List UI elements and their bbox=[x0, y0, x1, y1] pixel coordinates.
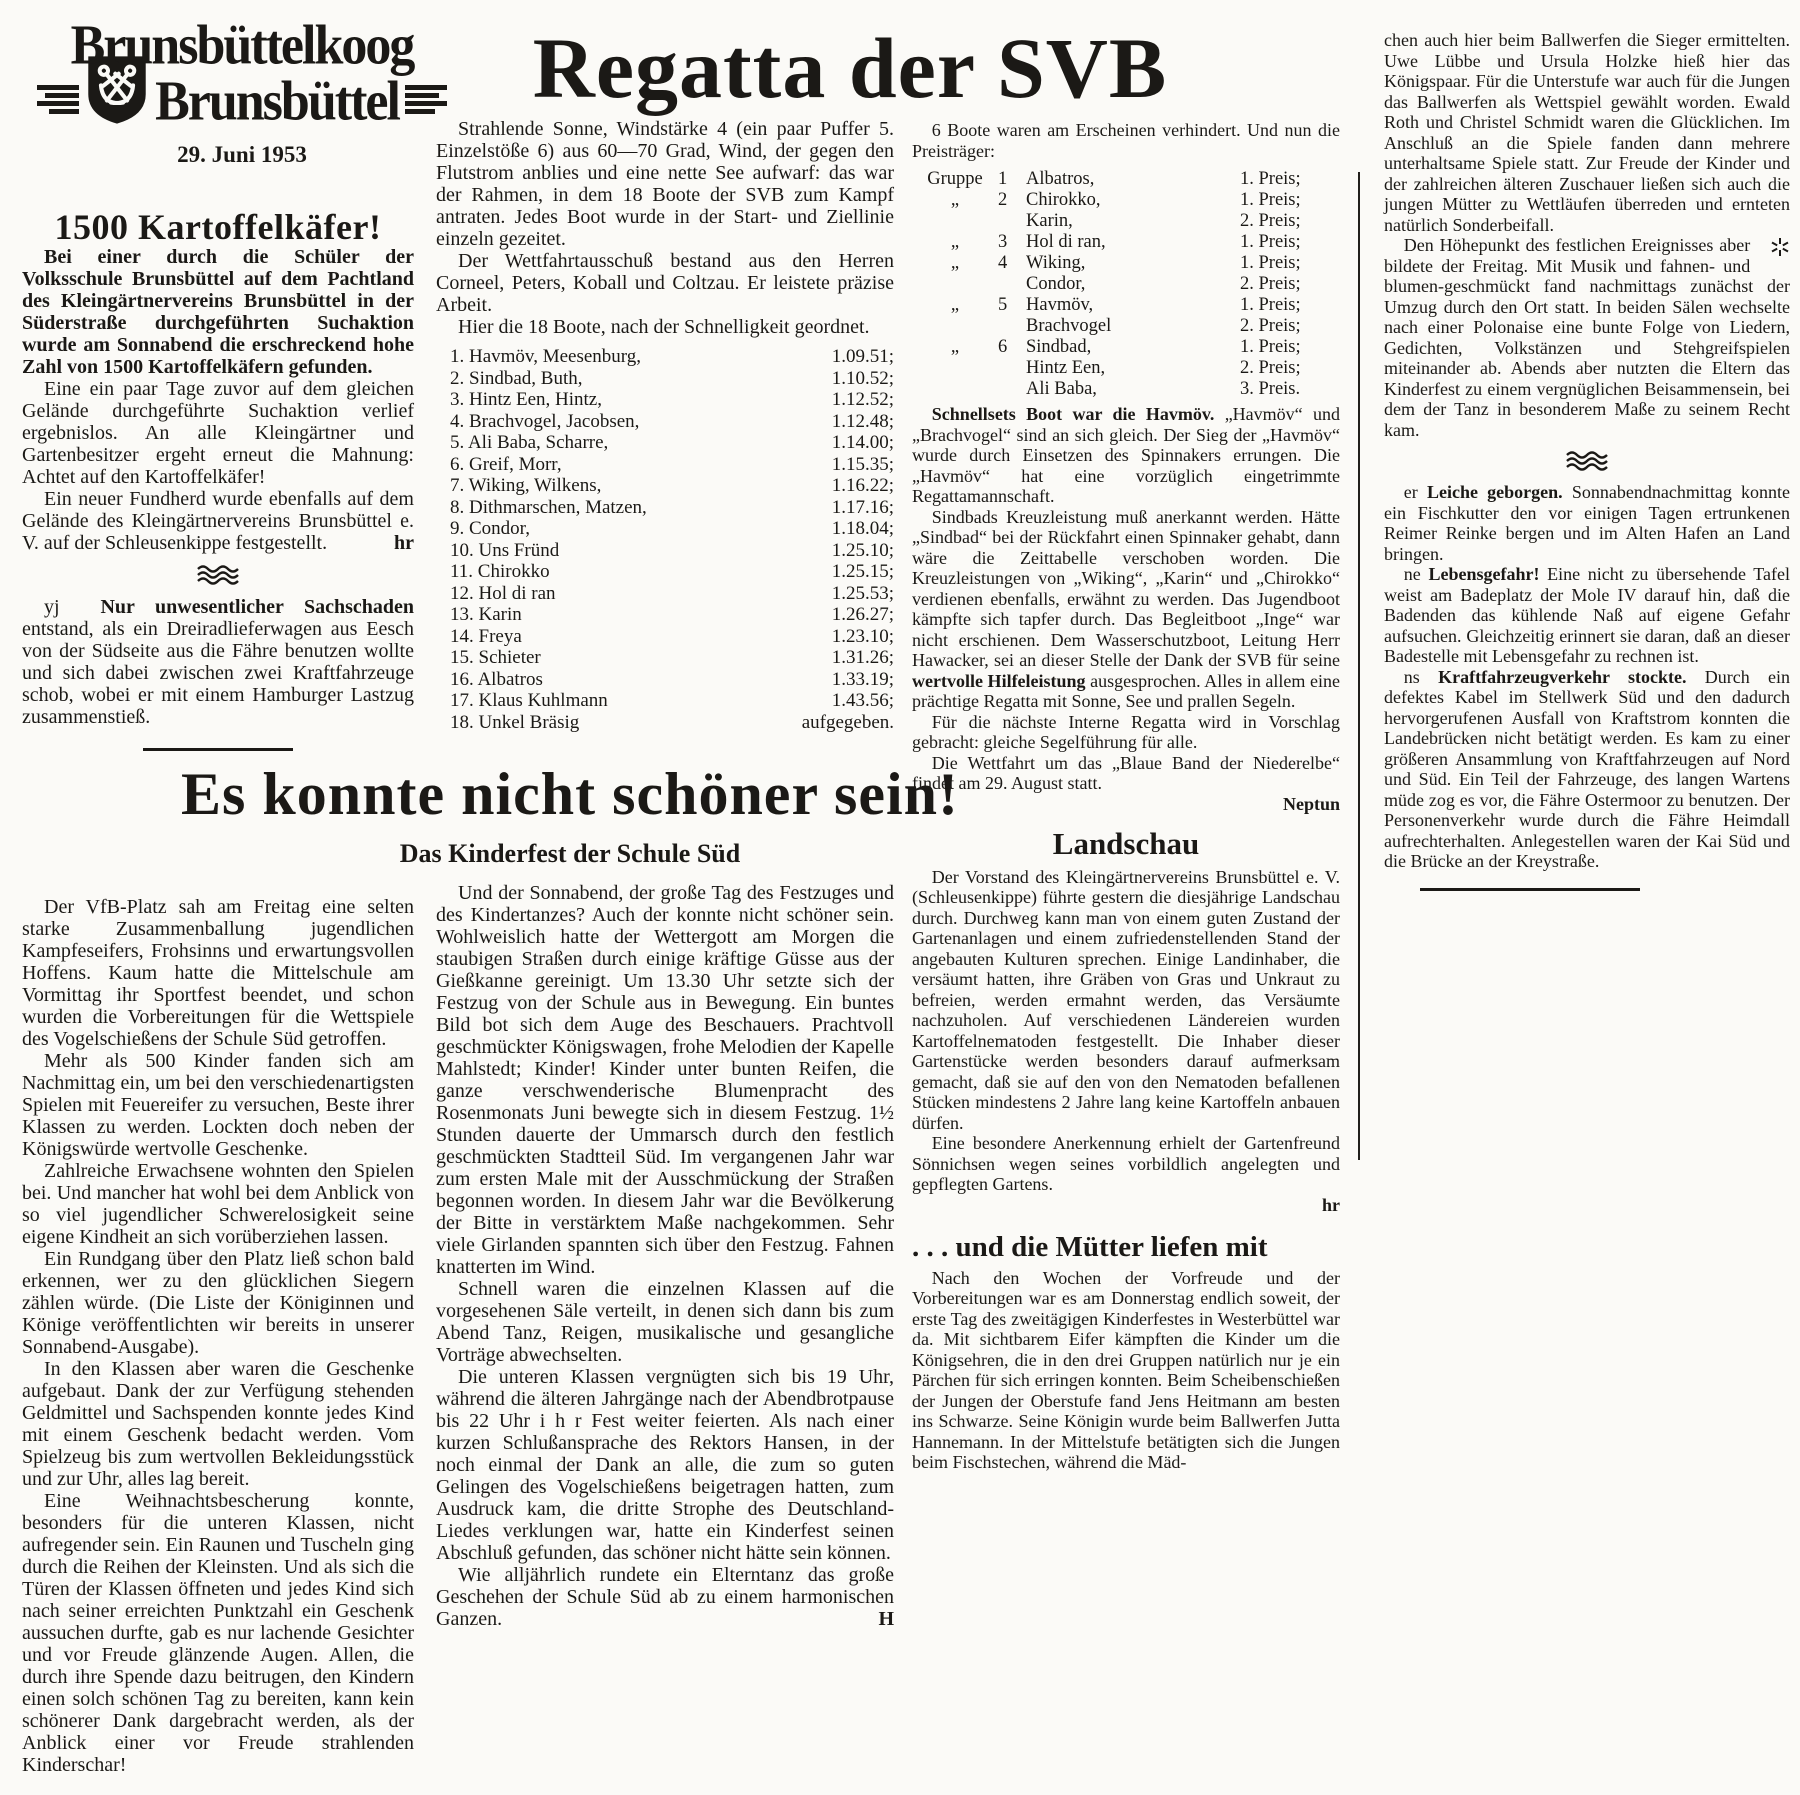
kartoffel-lead: Bei einer durch die Schüler der Volksschule Brunsbüttel auf dem Pachtland des Kleingärtnervereins Brunsbüttel in der Süderstraße durchgeführten Suchaktion wurde am Sonnabend die erschreckend hohe Zahl von 1500 Kartoffelkäfern gefunden. bbox=[22, 246, 414, 378]
kinderfest-para: Und der Sonnabend, der große Tag des Festzuges und des Kindertanzes? Auch der konnte nicht schöner sein. Wohlweislich hatte der Wettergott am Morgen die staubigen Straßen durch einige kräftige Güsse aus der Gießkanne gereinigt. Um 13.30 Uhr setzte sich der Festzug von der Schule aus in Bewegung. Ein buntes Bild bot sich dem Auge des Beschauers. Prachtvoll geschmückter Königswagen, frohe Melodien der Kapelle Mahlstedt; Kinder! Kinder unter bunten Reifen, die ganze verschwenderische Blumenpracht des Rosenmonats Juni bewegte sich in diesem Festzug. 1½ Stunden dauerte der Ummarsch durch den festlich geschmückten Stadtteil Süd. Im vergangenen Jahr war zum ersten Male mit der Ausschmückung der Straßen begonnen worden. In diesem Jahr war die Bevölkerung der Bitte in verstärktem Maße nachgekommen. Sehr viele Girlanden spannten sich über den Festzug. Fahnen knatterten im Wind. bbox=[436, 882, 894, 1278]
masthead-title-line1: Brunsbüttelkoog bbox=[70, 14, 414, 77]
sindbad-text-bold: wertvolle Hilfeleistung bbox=[912, 670, 1086, 691]
prize-group-number: 3 bbox=[998, 232, 1008, 252]
prize-rank: 1. Preis; bbox=[1240, 253, 1301, 273]
regatta-para: Hier die 18 Boote, nach der Schnelligkeit geordnet. bbox=[458, 316, 870, 338]
prize-row bbox=[912, 337, 1340, 358]
kinderfest-subhead: Das Kinderfest der Schule Süd bbox=[399, 839, 741, 868]
prize-rank: 1. Preis; bbox=[1240, 337, 1301, 357]
prize-group: „ bbox=[950, 253, 960, 273]
muetter-para: Nach den Wochen der Vorfreude und der Vorbereitungen war es am Donnerstag endlich soweit, der erste Tag des zweitägigen Kinderfestes in Westerbüttel war da. Mit sichtbarem Eifer kämpften die Kinder um die Königsehren, die in den drei Gruppen natürlich nur je ein Pärchen für sich erringen konnten. Beim Scheibenschießen der Jungen der Oberstufe fand Jens Heitmann am besten ins Schwarze. Seine Königin wurde beim Ballwerfen Jutta Hannemann. In der Mittelstufe betätigten sich die Jungen beim Fischstechen, während die Mäd- bbox=[912, 1267, 1340, 1472]
prize-group: Gruppe bbox=[927, 169, 983, 189]
prize-boat-name: Havmöv, bbox=[1026, 295, 1094, 315]
hoehepunkt-text: Den Höhepunkt des festlichen Ereignisses aber bildete der Freitag. Mit Musik und fahnen- und blumen-geschmückt fand nachmittags zunächst der Umzug durch den Ort statt. In beiden Sälen wechselte nach einer Polonaise eine bunte Folge von Liedern, Gedichten, Volkstänzen und Stehgreifspielen miteinander ab. Abends aber nutzten die Eltern das Kinderfest zu einem vergnüglichen Beisammensein, bei dem der Tanz in besonderem Maße zu seinem Recht kam. bbox=[1384, 235, 1790, 440]
masthead bbox=[46, 16, 438, 168]
brief-text: Durch ein defektes Kabel im Stellwerk Süd und den dadurch hervorgerufenen Ausfall von Kraftstrom konnten die Landebrücken nicht betätigt werden. Es kam zu einer größeren Ansammlung von Kraftfahrzeugen auf Nord und Süd. Ein Teil der Fahrzeuge, des langen Wartens müde zog es vor, die Fähre Ostermoor zu benutzen. Der Personenverkehr wurde durch die Fähre Heimdall aufrechterhalten. Anlegestellen waren der Kai Süd und die Brücke an der Kreystraße. bbox=[1384, 666, 1790, 871]
brief-prefix: ns bbox=[1403, 666, 1420, 687]
prize-boat-name: Wiking, bbox=[1026, 253, 1086, 273]
brief-lebensgefahr bbox=[1384, 564, 1790, 667]
boat-name: 12. Hol di ran bbox=[450, 582, 556, 604]
brief-leiche bbox=[1384, 482, 1790, 564]
prize-row bbox=[912, 295, 1340, 316]
article-kartoffelkaefer bbox=[22, 206, 414, 767]
regatta-result-row bbox=[450, 389, 894, 411]
regatta-result-row bbox=[450, 669, 894, 691]
regatta-result-row bbox=[450, 518, 894, 540]
prize-rank: 2. Preis; bbox=[1240, 274, 1301, 294]
boat-time: 1.33.19; bbox=[831, 668, 894, 690]
prize-row bbox=[912, 169, 1340, 190]
masthead-title-line2: Brunsbüttel bbox=[155, 70, 399, 133]
kinderfest-para: Eine Weihnachtsbescherung konnte, besonders für die unteren Klassen, nicht aufregender sein. Ein Raunen und Tuscheln ging durch die Reihen der Kleinsten. Und als sich die Türen der Klassen öffneten und jedes Kind sich nach seiner erreichten Punktzahl ein Geschenk aussuchen durfte, gab es nur lachende Gesichter und vor Freude glänzende Augen. Allen, die durch ihre Spende dazu beitrugen, den Kindern einen solch schönen Tag zu bereiten, kann kein schönerer Dank dargebracht werden, als der Anblick einer vor Freude strahlenden Kinderschar! bbox=[22, 1490, 414, 1776]
squiggle-divider-icon bbox=[22, 564, 414, 586]
prize-row bbox=[912, 232, 1340, 253]
author-initials: hr bbox=[394, 532, 414, 554]
regatta-result-row bbox=[450, 561, 894, 583]
boat-name: 17. Klaus Kuhlmann bbox=[450, 690, 608, 711]
kinderfest-para: Schnell waren die einzelnen Klassen auf die vorgesehenen Säle verteilt, in denen sich dann bis zum Abend Tanz, Reigen, musikalische und gesangliche Vorträge abwechselten. bbox=[436, 1278, 894, 1366]
brief-text: Eine nicht zu übersehende Tafel weist am Badeplatz der Mole IV darauf hin, daß die Badenden das kühlende Naß auf eigene Gefahr aufsuchen. Gleichzeitig erinnert sie daran, daß an dieser Badestelle mit Lebensgefahr zu rechnen ist. bbox=[1384, 564, 1791, 666]
prize-rank: 1. Preis; bbox=[1240, 169, 1301, 189]
kartoffel-para: Eine ein paar Tage zuvor auf dem gleichen Gelände durchgeführte Suchaktion verlief ergebnislos. An alle Kleingärtner und Gartenbesitzer ergeht erneut die Mahnung: Achtet auf den Kartoffelkäfer! bbox=[22, 378, 414, 488]
boat-time: 1.17.16; bbox=[831, 496, 894, 518]
brief-prefix: ne bbox=[1403, 564, 1421, 584]
prize-group-number: 6 bbox=[998, 337, 1008, 357]
regatta-prize-list bbox=[912, 169, 1340, 400]
prize-group-number bbox=[998, 274, 1026, 295]
boat-name: 1. Havmöv, Meesenburg, bbox=[450, 346, 642, 367]
boat-name: 14. Freya bbox=[450, 625, 522, 647]
kinderfest-para: Wie alljährlich rundete ein Elterntanz das große Geschehen der Schule Süd ab zu einem harmonischen Ganzen. bbox=[436, 1564, 894, 1630]
boat-name: 13. Karin bbox=[450, 604, 522, 625]
boat-time: aufgegeben. bbox=[801, 711, 894, 733]
sachschaden-text: entstand, als ein Dreiradlieferwagen aus Eesch von der Südseite aus die Fähre benutzen wollte und sich dabei zwischen zwei Kraftfahrzeuge schob, wobei er mit einem Hamburger Lastzug zusammenstieß. bbox=[22, 618, 414, 728]
prize-rank: 1. Preis; bbox=[1240, 295, 1301, 315]
brief-prefix: er bbox=[1403, 482, 1418, 502]
prize-boat-name: Sindbad, bbox=[1026, 337, 1092, 357]
column-3 bbox=[912, 120, 1340, 1473]
brief-text: Sonnabendnachmittag konnte ein Fischkutter den vor einigen Tagen ertrunkenen Reimer Reinke bergen und im Alten Hafen an Land bringen. bbox=[1384, 482, 1790, 564]
regatta-result-row bbox=[450, 411, 894, 433]
boat-name: 18. Unkel Bräsig bbox=[450, 711, 580, 733]
regatta-para bbox=[912, 507, 1340, 712]
regatta-para: Die Wettfahrt um das „Blaue Band der Niederelbe“ findet am 29. August statt. bbox=[912, 752, 1340, 793]
prize-group-number bbox=[998, 316, 1026, 337]
regatta-para: Für die nächste Interne Regatta wird in Vorschlag gebracht: gleiche Segelführung für alle. bbox=[912, 711, 1340, 752]
prize-group-number: 4 bbox=[998, 253, 1008, 273]
prize-group bbox=[912, 211, 998, 232]
sindbad-text-a: Sindbads Kreuzleistung muß anerkannt werden. Hätte „Sindbad“ bei der Rückfahrt einen Spinnaker gehabt, dann wäre die Zeittabelle verschoben worden. Die Kreuzleistungen von „Wiking“, „Karin“ und „Chirokko“ verdienen ebenfalls, erwähnt zu werden. Das Jugendboot kämpfte sich tapfer durch. Das Begleitboot „Inge“ war nicht erschienen. Dem Wasserschutzboot, Leitung Herr Hawacker, sei an dieser Stelle der Dank der SVB für seine bbox=[912, 506, 1340, 670]
regatta-result-row bbox=[450, 583, 894, 605]
prize-rank: 3. Preis. bbox=[1240, 379, 1301, 399]
prize-group bbox=[912, 379, 998, 400]
prize-row bbox=[912, 211, 1340, 232]
boat-name: 15. Schieter bbox=[450, 647, 541, 668]
prize-boat-name: Chirokko, bbox=[1026, 190, 1101, 210]
prize-group: „ bbox=[950, 295, 960, 315]
boat-name: 10. Uns Fründ bbox=[450, 539, 560, 561]
regatta-para: Der Wettfahrtausschuß bestand aus den Herren Corneel, Peters, Koball und Coltzau. Er leistete präzise Arbeit. bbox=[436, 250, 894, 316]
prize-boat-name: Albatros, bbox=[1026, 169, 1095, 189]
boat-time: 1.15.35; bbox=[831, 453, 894, 475]
prize-row bbox=[912, 253, 1340, 274]
boat-time: 1.25.10; bbox=[831, 539, 894, 561]
prize-boat-name: Condor, bbox=[1026, 274, 1086, 294]
boat-time: 1.25.15; bbox=[831, 561, 894, 582]
prize-group: „ bbox=[950, 337, 960, 357]
squiggle-divider-icon bbox=[1384, 450, 1790, 472]
prize-group bbox=[912, 274, 998, 295]
boat-name: 4. Brachvogel, Jacobsen, bbox=[450, 410, 640, 432]
kartoffel-headline: 1500 Kartoffelkäfer! bbox=[54, 207, 382, 247]
boat-time: 1.16.22; bbox=[831, 475, 894, 496]
prize-rank: 1. Preis; bbox=[1240, 232, 1301, 252]
boat-time: 1.12.52; bbox=[831, 389, 894, 410]
article-sachschaden bbox=[22, 596, 414, 728]
landschau-headline: Landschau bbox=[1052, 826, 1200, 861]
star-icon bbox=[1750, 237, 1790, 262]
boat-name: 7. Wiking, Wilkens, bbox=[450, 475, 602, 496]
prize-rank: 2. Preis; bbox=[1240, 316, 1301, 336]
regatta-results-list bbox=[436, 346, 894, 733]
regatta-result-row bbox=[450, 647, 894, 669]
section-divider-rule bbox=[1420, 888, 1640, 891]
prize-row bbox=[912, 379, 1340, 400]
boat-time: 1.09.51; bbox=[831, 346, 894, 367]
brief-verkehr bbox=[1384, 667, 1790, 872]
prize-group: „ bbox=[950, 190, 960, 210]
prize-boat-name: Karin, bbox=[1026, 211, 1073, 231]
prize-boat-name: Hol di ran, bbox=[1026, 232, 1106, 252]
prize-boat-name: Ali Baba, bbox=[1026, 379, 1097, 399]
prize-group-number bbox=[998, 211, 1026, 232]
prize-rank: 1. Preis; bbox=[1240, 190, 1301, 210]
author-initials: H bbox=[878, 1608, 894, 1630]
prize-group-number bbox=[998, 379, 1026, 400]
boat-name: 6. Greif, Morr, bbox=[450, 453, 562, 475]
regatta-result-row bbox=[450, 712, 894, 734]
landschau-para: Der Vorstand des Kleingärtnervereins Brunsbüttel e. V. (Schleusenkippe) führte gestern die diesjährige Landschau durch. Durchweg kann man von einem guten Zustand der Gartenanlagen und einem zufriedenstellenden Stand der angebauten Kulturen sprechen. Einige Landinhaber, die versäumt hatten, ihre Gräben von Gras und Unkraut zu befreien, werden ermahnt werden, das Versäumte nachzuholen. Auf verschiedenen Ländereien wurden Kartoffelnematoden festgestellt. Die Inhaber dieser Gartenstücke werden besonders darauf aufmerksam gemacht, daß sie auf den von den Nematoden befallenen Stücken mindestens 2 Jahre lang keine Kartoffeln anbauen dürfen. bbox=[912, 866, 1340, 1133]
regatta-para: Strahlende Sonne, Windstärke 4 (ein paar Puffer 5. Einzelstöße 6) aus 60—70 Grad, Wind, der gegen den Flutstrom anblies und eine nette See aufwarf: das war der Rahmen, in dem 18 Boote der SVB zum Kampf antraten. Jedes Boot wurde in der Start- und Ziellinie einzeln gezeitet. bbox=[436, 118, 894, 250]
article-kinderfest-col1 bbox=[22, 896, 414, 1776]
boat-time: 1.43.56; bbox=[831, 690, 894, 711]
article-kinderfest-col2 bbox=[436, 882, 894, 1630]
boat-time: 1.31.26; bbox=[831, 647, 894, 668]
prize-group-number bbox=[998, 358, 1026, 379]
boat-name: 2. Sindbad, Buth, bbox=[450, 367, 583, 389]
brief-lead: Kraftfahrzeugverkehr stockte. bbox=[1438, 666, 1687, 687]
author-pseudonym: Neptun bbox=[1282, 793, 1340, 814]
prize-group bbox=[912, 316, 998, 337]
prize-row bbox=[912, 274, 1340, 295]
prize-group-number: 5 bbox=[998, 295, 1008, 315]
boat-name: 8. Dithmarschen, Matzen, bbox=[450, 496, 647, 518]
issue-date: 29. Juni 1953 bbox=[177, 142, 307, 167]
fastest-text: „Havmöv“ und „Brachvogel“ sind an sich gleich. Der Sieg der „Havmöv“ wurde durch Einsetzen des Spinnakers errungen. Die „Havmöv“ hat eine vorzüglich eingetrimmte Regattamannschaft. bbox=[912, 404, 1340, 506]
regatta-headline: Regatta der SVB bbox=[532, 20, 1168, 116]
column-divider-rule bbox=[1358, 172, 1360, 1160]
brief-lead: Leiche geborgen. bbox=[1426, 482, 1563, 502]
boat-time: 1.26.27; bbox=[831, 604, 894, 625]
kinderfest-para: Zahlreiche Erwachsene wohnten den Spielen bei. Und mancher hat wohl bei dem Anblick von so viel jugendlicher Schwerelosigkeit seine eigene Kindheit an sich vorüberziehen lassen. bbox=[22, 1160, 414, 1248]
kinderfest-westerbuettel-para bbox=[1384, 235, 1790, 440]
fastest-lead: Schnellsets Boot war die Havmöv. bbox=[931, 404, 1215, 424]
boat-name: 9. Condor, bbox=[450, 518, 530, 539]
prize-group-number: 1 bbox=[998, 169, 1008, 189]
prize-group bbox=[912, 358, 998, 379]
muetter-headline: . . . und die Mütter liefen mit bbox=[912, 1231, 1268, 1263]
regatta-result-row bbox=[450, 604, 894, 626]
boat-time: 1.23.10; bbox=[831, 625, 894, 647]
boat-name: 5. Ali Baba, Scharre, bbox=[450, 432, 609, 453]
kinderfest-para: Ein Rundgang über den Platz ließ schon bald erkennen, wer zu den glücklichen Siegern zählen würde. (Die Liste der Königinnen und Könige veröffentlichten wir bereits in unserer Sonnabend-Ausgabe). bbox=[22, 1248, 414, 1358]
regatta-result-row bbox=[450, 475, 894, 497]
sindbad-text-b: ausgesprochen. Alles in allem eine prächtige Regatta mit Sonne, See und prallen Segeln. bbox=[912, 670, 1340, 711]
regatta-prize-intro: 6 Boote waren am Erscheinen verhindert. Und nun die Preisträger: bbox=[912, 120, 1340, 161]
boat-name: 11. Chirokko bbox=[450, 561, 550, 582]
section-divider-rule bbox=[143, 748, 293, 751]
kinderfest-headline: Es konnte nicht schöner sein! bbox=[180, 761, 959, 827]
kartoffel-para: Ein neuer Fundherd wurde ebenfalls auf dem Gelände des Kleingärtnervereins Brunsbüttel e. V. auf der Schleusenkippe festgestellt. bbox=[22, 488, 414, 554]
flourish-left-icon bbox=[31, 79, 79, 124]
regatta-result-row bbox=[450, 432, 894, 454]
brief-lead: Lebensgefahr! bbox=[1428, 564, 1540, 584]
regatta-para bbox=[912, 404, 1340, 507]
regatta-result-row bbox=[450, 540, 894, 562]
kinderfest-para: Mehr als 500 Kinder fanden sich am Nachmittag ein, um bei den verschiedenartigsten Spielen mit Feuereifer zu versuchen, Beste ihrer Klassen zu werden. Lockten doch neben der Königswürde wertvolle Geschenke. bbox=[22, 1050, 414, 1160]
prize-row bbox=[912, 358, 1340, 379]
sachschaden-lead: Nur unwesentlicher Sachschaden bbox=[100, 596, 414, 618]
kinderfest-para: Der VfB-Platz sah am Freitag eine selten starke Zusammenballung jugendlichen Kampfeseifers, Frohsinns und erwartungsvollen Hoffens. Kaum hatte die Mittelschule am Vormittag ihr Sportfest beendet, und schon wurden die Vorbereitungen für die Wettspiele des Vogelschießens der Schule Süd getroffen. bbox=[22, 896, 414, 1050]
regatta-result-row bbox=[450, 690, 894, 712]
regatta-result-row bbox=[450, 368, 894, 390]
kinderfest-westerbuettel-para: chen auch hier beim Ballwerfen die Sieger ermittelten. Uwe Lübbe und Ursula Holzke hieß hier das Königspaar. Für die Unterstufe war auch für die Jungen das Ballwerfen als Wettspiel gewählt worden. Ewald Roth und Christel Schmidt waren die Glücklichen. Im Anschluß an die Spiele fanden dann mehrere unterhaltsame Spiele statt. Zur Freude der Kinder und der zahlreichen älteren Zuschauer ließen sich auch die jungen Mütter zu Wettläufen überreden und ernteten natürlich Sonderbeifall. bbox=[1384, 30, 1790, 235]
article-regatta-col2 bbox=[436, 118, 894, 733]
boat-time: 1.25.53; bbox=[831, 582, 894, 604]
prize-group: „ bbox=[950, 232, 960, 252]
kinderfest-para: In den Klassen aber waren die Geschenke aufgebaut. Dank der zur Verfügung stehenden Geldmittel und Sachspenden konnte jedes Kind mit einem Geschenk bedacht werden. Vom Spielzeug bis zum wertvollen Bekleidungsstück und zur Uhr, alles lag bereit. bbox=[22, 1358, 414, 1490]
boat-time: 1.14.00; bbox=[831, 432, 894, 453]
boat-name: 3. Hintz Een, Hintz, bbox=[450, 389, 602, 410]
regatta-result-row bbox=[450, 346, 894, 368]
prize-row bbox=[912, 190, 1340, 211]
prize-boat-name: Hintz Een, bbox=[1026, 358, 1106, 378]
prize-group-number: 2 bbox=[998, 190, 1008, 210]
boat-time: 1.12.48; bbox=[831, 410, 894, 432]
brief-prefix: yj bbox=[44, 596, 60, 618]
regatta-result-row bbox=[450, 454, 894, 476]
prize-boat-name: Brachvogel bbox=[1026, 316, 1112, 336]
boat-time: 1.10.52; bbox=[831, 367, 894, 389]
regatta-result-row bbox=[450, 497, 894, 519]
regatta-result-row bbox=[450, 626, 894, 648]
boat-time: 1.18.04; bbox=[831, 518, 894, 539]
prize-rank: 2. Preis; bbox=[1240, 358, 1301, 378]
prize-row bbox=[912, 316, 1340, 337]
prize-rank: 2. Preis; bbox=[1240, 211, 1301, 231]
landschau-para: Eine besondere Anerkennung erhielt der Gartenfreund Sönnichsen wegen seines vorbildlich angelegten und gepflegten Gartens. bbox=[912, 1133, 1340, 1194]
kinderfest-para: Die unteren Klassen vergnügten sich bis 19 Uhr, während die älteren Jahrgänge nach der Abendbrotpause bis 22 Uhr i h r Fest weiter feierten. Als nach einer kurzen Schlußansprache des Rektors Hansen, in der noch einmal der Dank an alle, die zum so guten Gelingen des Vogelschießens beigetragen hatten, zum Ausdruck kam, die dritte Strophe des Deutschland-Liedes verklungen war, hatte ein Kinderfest seinen Abschluß gefunden, das schöner nicht hätte sein können. bbox=[436, 1366, 894, 1564]
column-4 bbox=[1384, 30, 1790, 891]
author-initials: hr bbox=[1322, 1194, 1340, 1215]
boat-name: 16. Albatros bbox=[450, 668, 543, 690]
